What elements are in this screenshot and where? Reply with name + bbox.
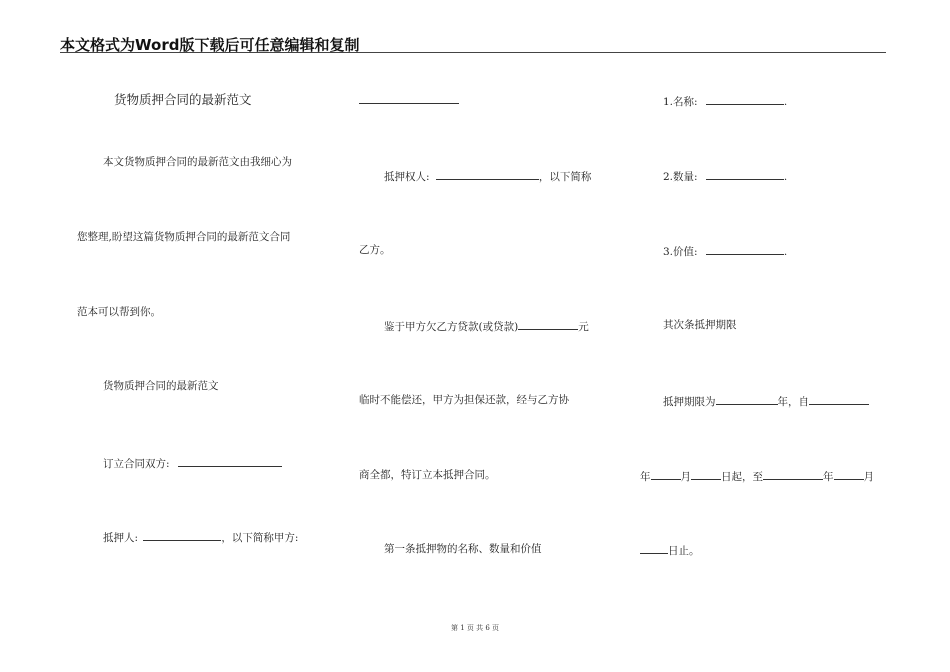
date-month2-label: 月 <box>863 471 874 483</box>
date-year-blank[interactable] <box>651 468 681 480</box>
pledgor-label: 抵押人: <box>103 532 139 544</box>
section-subtitle: 货物质押合同的最新范文 <box>103 380 219 392</box>
top-blank-line <box>359 92 459 108</box>
document-header: 本文格式为Word版下载后可任意编辑和复制 <box>60 36 360 54</box>
term-prefix: 抵押期限为 <box>663 396 716 408</box>
pledgee-label: 抵押权人: <box>384 171 430 183</box>
term-from-blank[interactable] <box>809 393 869 405</box>
date-month-label: 月 <box>680 471 691 483</box>
date-month-blank[interactable] <box>691 468 721 480</box>
title-continuation-blank[interactable] <box>359 92 459 104</box>
page-number: 第 1 页 共 6 页 <box>450 624 500 632</box>
article-1-heading: 第一条抵押物的名称、数量和价值 <box>384 543 542 555</box>
date-to-month-blank[interactable] <box>834 468 864 480</box>
term-years-blank[interactable] <box>716 393 778 405</box>
whereas-line-1 <box>384 318 589 334</box>
item-value-blank[interactable] <box>706 243 784 255</box>
term-end-line <box>640 542 700 558</box>
item-qty-blank[interactable] <box>706 168 784 180</box>
pledgee-line <box>384 168 591 184</box>
date-to-year-blank[interactable] <box>763 468 823 480</box>
term-line <box>663 393 869 409</box>
item-name-label: 1.名称: <box>663 96 698 108</box>
pledgee-suffix: ，以下简称 <box>538 171 592 183</box>
date-year2-label: 年 <box>823 471 834 483</box>
pledgor-suffix: ，以下简称甲方: <box>221 532 299 544</box>
term-end-label: 日止。 <box>668 545 700 557</box>
item-value-label: 3.价值: <box>663 246 698 258</box>
date-from-label: 日起，至 <box>721 471 763 483</box>
pledgor-blank[interactable] <box>143 529 221 541</box>
pledgor-line <box>103 529 298 545</box>
header-divider <box>60 52 886 53</box>
document-title: 货物质押合同的最新范文 <box>114 92 252 107</box>
item-value-line: 3.价值: . <box>663 243 787 259</box>
intro-line-2: 您整理,盼望这篇货物质押合同的最新范文合同 <box>77 231 291 243</box>
whereas-line-2: 临时不能偿还，甲方为担保还款，经与乙方协 <box>359 394 569 406</box>
whereas-line-3: 商全都，特订立本抵押合同。 <box>359 469 496 481</box>
item-name-line: 1.名称: . <box>663 93 787 109</box>
parties-blank[interactable] <box>178 455 282 467</box>
whereas-text: 鉴于甲方欠乙方贷款(或贷款) <box>384 321 519 333</box>
term-end-blank[interactable] <box>640 542 668 554</box>
item-name-blank[interactable] <box>706 93 784 105</box>
amount-blank[interactable] <box>518 318 578 330</box>
whereas-currency: 元 <box>578 321 589 333</box>
date-year-label: 年 <box>640 471 651 483</box>
article-2-heading: 其次条抵押期限 <box>663 319 737 331</box>
term-year: 年，自 <box>777 396 809 408</box>
intro-line-1: 本文货物质押合同的最新范文由我细心为 <box>103 156 292 168</box>
pledgee-blank[interactable] <box>436 168 539 180</box>
intro-line-3: 范本可以帮到你。 <box>77 306 161 318</box>
item-qty-line: 2.数量: . <box>663 168 787 184</box>
party-b-line: 乙方。 <box>359 244 391 256</box>
parties-label: 订立合同双方: <box>103 458 170 470</box>
date-range-line <box>640 468 874 484</box>
parties-line <box>103 455 282 471</box>
item-qty-label: 2.数量: <box>663 171 698 183</box>
